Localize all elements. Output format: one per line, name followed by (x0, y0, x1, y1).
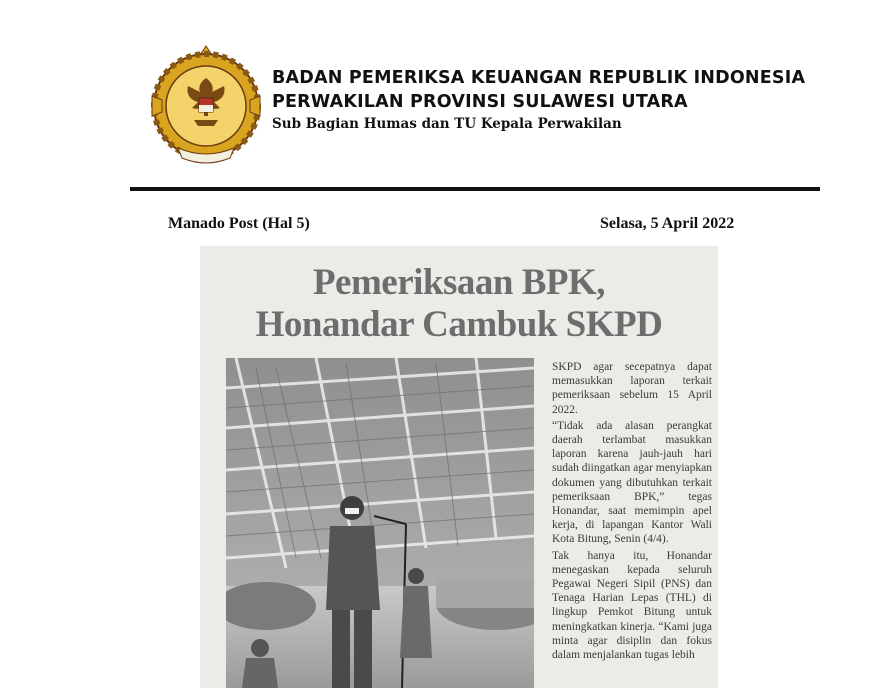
source-label: Manado Post (Hal 5) (168, 215, 310, 232)
bpk-emblem-logo (148, 44, 264, 168)
headline (200, 262, 718, 346)
org-name: BADAN PEMERIKSA KEUANGAN REPUBLIK INDONESIA (272, 68, 806, 88)
org-division: Sub Bagian Humas dan TU Kepala Perwakilan (272, 116, 622, 132)
headline-line-1: Pemeriksaan BPK, (312, 262, 606, 303)
newspaper-clipping (200, 246, 718, 688)
article-paragraph-2: “Tidak ada alasan perangkat daerah terlambat masukkan laporan karena jauh-jauh hari sudah diingatkan agar menyiapkan dokumen yang dibutuhkan terkait pemeriksaan BPK,” tegas Honandar, saat memimpin apel kerja, di lapangan Kantor Wali Kota Bitung, Senin (4/4). (552, 419, 712, 546)
header-divider (130, 187, 820, 191)
headline-line-2: Honandar Cambuk SKPD (255, 304, 663, 345)
article-paragraph-1: SKPD agar secepatnya dapat memasukkan laporan terkait pemeriksaan sebelum 15 April 2022. (552, 361, 712, 416)
date-label: Selasa, 5 April 2022 (600, 215, 735, 232)
org-branch: PERWAKILAN PROVINSI SULAWESI UTARA (272, 92, 688, 112)
article-paragraph-3: Tak hanya itu, Honandar menegaskan kepada seluruh Pegawai Negeri Sipil (PNS) dan Tenaga Harian Lepas (THL) di lingkup Pemkot Bitung untuk meningkatkan kinerja. “Kami juga minta agar disiplin dan fokus dalam menjalankan tugas lebih (552, 549, 712, 662)
news-photo (226, 358, 534, 688)
article-body (552, 360, 712, 664)
organization-header (272, 66, 805, 134)
